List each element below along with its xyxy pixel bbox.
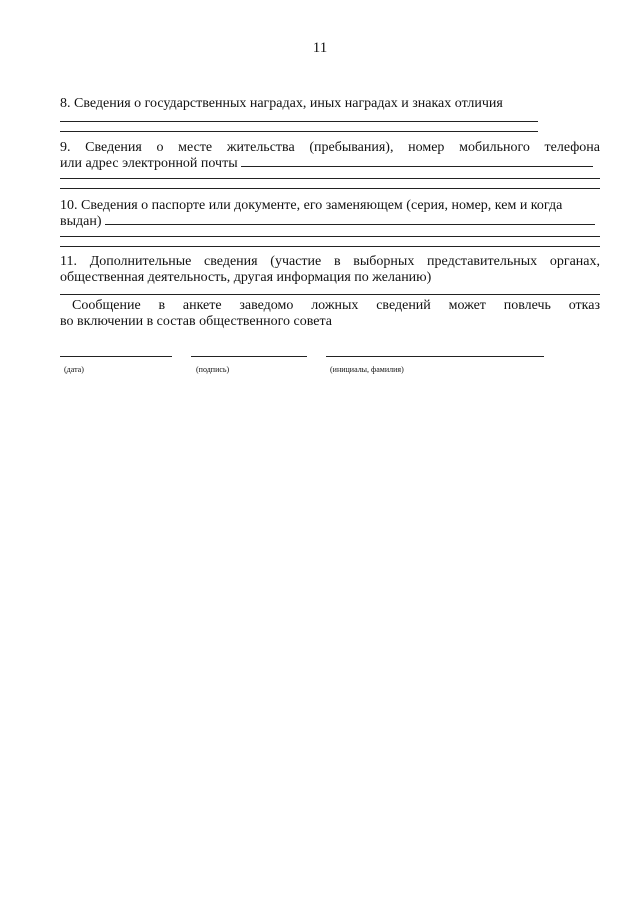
- section-10-row-2: [60, 214, 600, 230]
- section-9-row-2: [60, 156, 600, 172]
- warning-line-1: Сообщение в анкете заведомо ложных сведений может повлечь отказ: [72, 298, 600, 313]
- section-8-line-2[interactable]: [60, 131, 538, 132]
- page-number: 11: [312, 40, 328, 56]
- section-9-contact-field[interactable]: [241, 166, 593, 167]
- date-caption: (дата): [64, 365, 84, 374]
- section-10-line-3[interactable]: [60, 246, 600, 247]
- section-8-line-1[interactable]: [60, 121, 538, 122]
- warning-line-2: во включении в состав общественного совета: [60, 314, 332, 329]
- section-10-label-line-1: 10. Сведения о паспорте или документе, его заменяющем (серия, номер, кем и когда: [60, 198, 563, 213]
- section-11-label-line-2: общественная деятельность, другая информация по желанию): [60, 270, 432, 285]
- section-10-passport-field[interactable]: [105, 224, 595, 225]
- date-field[interactable]: [60, 356, 172, 357]
- section-9-label-line-2: или адрес электронной почты: [60, 156, 238, 171]
- signature-field[interactable]: [191, 356, 307, 357]
- section-10-label-line-2: выдан): [60, 214, 102, 229]
- section-11-label-line-1: 11. Дополнительные сведения (участие в выборных представительных органах,: [60, 254, 600, 269]
- section-11-line-1[interactable]: [60, 294, 600, 295]
- section-9-label-line-1: 9. Сведения о месте жительства (пребывания), номер мобильного телефона: [60, 140, 600, 155]
- name-caption: (инициалы, фамилия): [330, 365, 404, 374]
- section-9-line-3[interactable]: [60, 188, 600, 189]
- section-8-label: 8. Сведения о государственных наградах, иных наградах и знаках отличия: [60, 96, 503, 111]
- section-9-line-2[interactable]: [60, 178, 600, 179]
- section-10-line-2[interactable]: [60, 236, 600, 237]
- name-field[interactable]: [326, 356, 544, 357]
- signature-caption: (подпись): [196, 365, 230, 374]
